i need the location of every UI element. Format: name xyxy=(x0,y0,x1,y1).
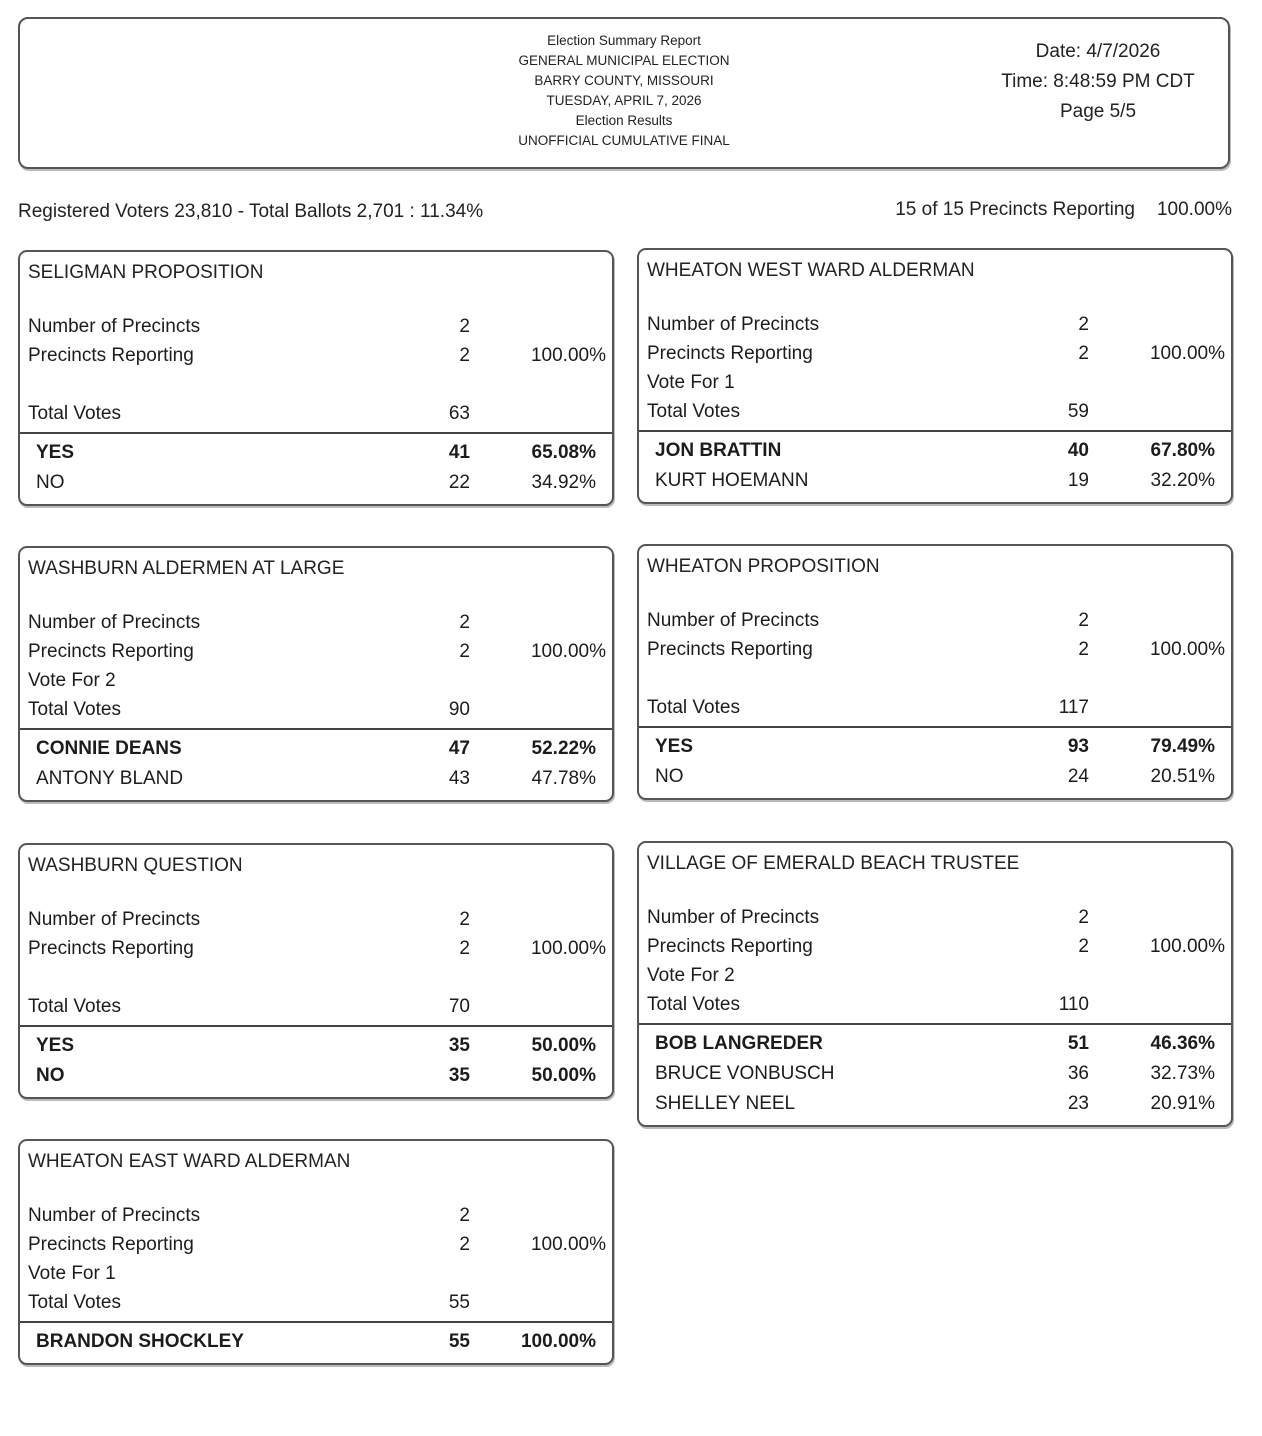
choice-pct: 32.73% xyxy=(1150,1063,1215,1084)
precincts-reporting-text: 15 of 15 Precincts Reporting xyxy=(895,199,1135,220)
choice-pct: 100.00% xyxy=(520,1331,596,1352)
choice-list xyxy=(20,1323,612,1363)
stat-label: Number of Precincts xyxy=(647,610,820,631)
stat-label: Precincts Reporting xyxy=(28,345,194,366)
stat-label: Number of Precincts xyxy=(28,316,201,337)
vote-for-row xyxy=(20,370,612,399)
precincts-reporting-pct: 100.00% xyxy=(1149,936,1225,957)
election-date: TUESDAY, APRIL 7, 2026 xyxy=(546,93,702,108)
total-votes-row xyxy=(20,399,612,428)
stat-label: Precincts Reporting xyxy=(647,936,813,957)
stat-label: Total Votes xyxy=(647,401,740,422)
precincts-reporting-summary xyxy=(895,199,1232,221)
results-status: UNOFFICIAL CUMULATIVE FINAL xyxy=(518,133,730,148)
stat-label: Total Votes xyxy=(28,403,121,424)
choice-pct: 20.91% xyxy=(1150,1093,1215,1114)
choice-name: NO xyxy=(36,1065,65,1086)
choice-list xyxy=(20,434,612,504)
choice-pct: 79.49% xyxy=(1150,736,1215,757)
choice-row xyxy=(20,438,612,468)
contest-stats xyxy=(20,905,612,1021)
contest-title: WHEATON WEST WARD ALDERMAN xyxy=(647,260,975,281)
precincts-reporting-row xyxy=(20,934,612,963)
choice-row xyxy=(20,1031,612,1061)
contest-box xyxy=(637,544,1233,800)
total-votes-value: 70 xyxy=(448,996,470,1017)
total-votes-value: 63 xyxy=(448,403,470,424)
contest-title: VILLAGE OF EMERALD BEACH TRUSTEE xyxy=(647,853,1020,874)
choice-list xyxy=(639,728,1231,798)
stat-label: Total Votes xyxy=(28,996,121,1017)
stat-label: Precincts Reporting xyxy=(28,938,194,959)
stat-label: Number of Precincts xyxy=(28,1205,201,1226)
stat-label: Number of Precincts xyxy=(647,907,820,928)
contest-box xyxy=(18,843,614,1099)
total-votes-value: 90 xyxy=(448,699,470,720)
total-votes-value: 59 xyxy=(1067,401,1089,422)
choice-votes: 41 xyxy=(448,442,470,463)
choice-votes: 93 xyxy=(1067,736,1089,757)
choice-row xyxy=(639,762,1231,792)
precincts-reporting-row xyxy=(639,339,1231,368)
vote-for-row xyxy=(639,368,1231,397)
precincts-reporting-pct: 100.00% xyxy=(530,1234,606,1255)
choice-row xyxy=(20,1327,612,1357)
report-date: Date: 4/7/2026 xyxy=(1035,41,1161,62)
contest-stats xyxy=(639,903,1231,1019)
choice-name: ANTONY BLAND xyxy=(36,768,184,789)
number-of-precincts-row xyxy=(20,1201,612,1230)
vote-for-row xyxy=(20,666,612,695)
stat-label: Number of Precincts xyxy=(647,314,820,335)
contest-title: WASHBURN ALDERMEN AT LARGE xyxy=(28,558,345,579)
choice-row xyxy=(20,764,612,794)
stat-label: Total Votes xyxy=(28,1292,121,1313)
choice-name: BRUCE VONBUSCH xyxy=(655,1063,835,1084)
precincts-reporting-row xyxy=(20,1230,612,1259)
vote-for-label: Vote For 2 xyxy=(647,965,735,986)
number-of-precincts-value: 2 xyxy=(1078,610,1089,631)
choice-votes: 43 xyxy=(448,768,470,789)
precincts-reporting-row xyxy=(639,932,1231,961)
choice-votes: 35 xyxy=(448,1035,470,1056)
choice-pct: 50.00% xyxy=(531,1035,596,1056)
precincts-reporting-pct: 100.00% xyxy=(1149,343,1225,364)
choice-votes: 40 xyxy=(1067,440,1089,461)
choice-name: YES xyxy=(655,736,694,757)
choice-name: YES xyxy=(36,442,75,463)
report-time: Time: 8:48:59 PM CDT xyxy=(1001,71,1195,92)
precincts-reporting-pct: 100.00% xyxy=(530,345,606,366)
total-votes-row xyxy=(639,693,1231,722)
vote-for-label: Vote For 2 xyxy=(28,670,116,691)
choice-pct: 32.20% xyxy=(1150,470,1215,491)
stat-label: Total Votes xyxy=(647,994,740,1015)
precincts-reporting-value: 2 xyxy=(459,345,470,366)
choice-pct: 65.08% xyxy=(531,442,596,463)
precincts-reporting-value: 2 xyxy=(1078,639,1089,660)
choice-pct: 34.92% xyxy=(531,472,596,493)
choice-list xyxy=(639,1025,1231,1125)
total-votes-row xyxy=(20,992,612,1021)
number-of-precincts-value: 2 xyxy=(1078,314,1089,335)
contest-box xyxy=(18,1139,614,1365)
precincts-reporting-pct: 100.00% xyxy=(530,641,606,662)
choice-votes: 22 xyxy=(448,472,470,493)
precincts-reporting-row xyxy=(20,637,612,666)
total-votes-row xyxy=(20,1288,612,1317)
stat-label: Precincts Reporting xyxy=(28,641,194,662)
choice-name: KURT HOEMANN xyxy=(655,470,809,491)
vote-for-row xyxy=(639,961,1231,990)
choice-name: JON BRATTIN xyxy=(655,440,782,461)
stat-label: Number of Precincts xyxy=(28,909,201,930)
number-of-precincts-row xyxy=(20,608,612,637)
contest-stats xyxy=(20,608,612,724)
contest-stats xyxy=(639,606,1231,722)
stat-label: Precincts Reporting xyxy=(647,343,813,364)
choice-name: NO xyxy=(36,472,65,493)
precincts-reporting-value: 2 xyxy=(459,1234,470,1255)
precincts-reporting-value: 2 xyxy=(459,938,470,959)
contest-stats xyxy=(20,312,612,428)
number-of-precincts-row xyxy=(639,606,1231,635)
choice-row xyxy=(20,468,612,498)
report-meta xyxy=(978,37,1218,127)
precincts-reporting-pct: 100.00% xyxy=(1156,199,1232,220)
vote-for-row xyxy=(639,664,1231,693)
number-of-precincts-value: 2 xyxy=(459,909,470,930)
choice-name: BOB LANGREDER xyxy=(655,1033,823,1054)
number-of-precincts-row xyxy=(639,310,1231,339)
choice-row xyxy=(639,1089,1231,1119)
number-of-precincts-value: 2 xyxy=(1078,907,1089,928)
number-of-precincts-value: 2 xyxy=(459,612,470,633)
number-of-precincts-row xyxy=(20,312,612,341)
choice-votes: 55 xyxy=(448,1331,470,1352)
precincts-reporting-value: 2 xyxy=(1078,343,1089,364)
precincts-reporting-value: 2 xyxy=(459,641,470,662)
choice-row xyxy=(639,1029,1231,1059)
choice-pct: 52.22% xyxy=(531,738,596,759)
results-label: Election Results xyxy=(575,113,673,128)
report-title: Election Summary Report xyxy=(547,33,701,48)
choice-row xyxy=(20,1061,612,1091)
vote-for-row xyxy=(20,963,612,992)
choice-name: NO xyxy=(655,766,684,787)
total-votes-row xyxy=(639,990,1231,1019)
vote-for-label: Vote For 1 xyxy=(28,1263,116,1284)
choice-votes: 24 xyxy=(1067,766,1089,787)
choice-row xyxy=(639,1059,1231,1089)
choice-row xyxy=(20,734,612,764)
contest-stats xyxy=(20,1201,612,1317)
choice-votes: 51 xyxy=(1067,1033,1089,1054)
total-votes-value: 55 xyxy=(448,1292,470,1313)
choice-row xyxy=(639,732,1231,762)
choice-list xyxy=(639,432,1231,502)
report-header xyxy=(18,17,1230,169)
stat-label: Number of Precincts xyxy=(28,612,201,633)
contest-title: WASHBURN QUESTION xyxy=(28,855,243,876)
precincts-reporting-pct: 100.00% xyxy=(530,938,606,959)
contest-box xyxy=(637,248,1233,504)
choice-name: SHELLEY NEEL xyxy=(655,1093,796,1114)
choice-votes: 19 xyxy=(1067,470,1089,491)
choice-votes: 36 xyxy=(1067,1063,1089,1084)
contest-box xyxy=(637,841,1233,1127)
choice-votes: 35 xyxy=(448,1065,470,1086)
stat-label: Precincts Reporting xyxy=(28,1234,194,1255)
choice-pct: 67.80% xyxy=(1150,440,1215,461)
choice-pct: 47.78% xyxy=(531,768,596,789)
choice-list xyxy=(20,730,612,800)
choice-pct: 20.51% xyxy=(1150,766,1215,787)
total-votes-row xyxy=(639,397,1231,426)
choice-pct: 46.36% xyxy=(1150,1033,1215,1054)
number-of-precincts-value: 2 xyxy=(459,1205,470,1226)
choice-name: CONNIE DEANS xyxy=(36,738,182,759)
precincts-reporting-row xyxy=(20,341,612,370)
election-name: GENERAL MUNICIPAL ELECTION xyxy=(518,53,730,68)
stat-label: Total Votes xyxy=(28,699,121,720)
vote-for-label: Vote For 1 xyxy=(647,372,735,393)
contest-box xyxy=(18,546,614,802)
precincts-reporting-value: 2 xyxy=(1078,936,1089,957)
page-number: Page 5/5 xyxy=(1059,101,1137,122)
contest-title: WHEATON PROPOSITION xyxy=(647,556,880,577)
choice-list xyxy=(20,1027,612,1097)
precincts-reporting-row xyxy=(639,635,1231,664)
number-of-precincts-row xyxy=(20,905,612,934)
registered-voters-summary: Registered Voters 23,810 - Total Ballots 2,701 : 11.34% xyxy=(18,201,484,222)
choice-row xyxy=(639,466,1231,496)
contest-box xyxy=(18,250,614,506)
contest-title: SELIGMAN PROPOSITION xyxy=(28,262,264,283)
total-votes-value: 117 xyxy=(1058,697,1089,718)
choice-name: YES xyxy=(36,1035,75,1056)
choice-row xyxy=(639,436,1231,466)
choice-votes: 23 xyxy=(1067,1093,1089,1114)
vote-for-row xyxy=(20,1259,612,1288)
number-of-precincts-value: 2 xyxy=(459,316,470,337)
contest-stats xyxy=(639,310,1231,426)
precincts-reporting-pct: 100.00% xyxy=(1149,639,1225,660)
number-of-precincts-row xyxy=(639,903,1231,932)
stat-label: Precincts Reporting xyxy=(647,639,813,660)
total-votes-row xyxy=(20,695,612,724)
choice-pct: 50.00% xyxy=(531,1065,596,1086)
county-name: BARRY COUNTY, MISSOURI xyxy=(534,73,714,88)
total-votes-value: 110 xyxy=(1058,994,1089,1015)
choice-name: BRANDON SHOCKLEY xyxy=(36,1331,244,1352)
choice-votes: 47 xyxy=(448,738,470,759)
contest-title: WHEATON EAST WARD ALDERMAN xyxy=(28,1151,351,1172)
stat-label: Total Votes xyxy=(647,697,740,718)
